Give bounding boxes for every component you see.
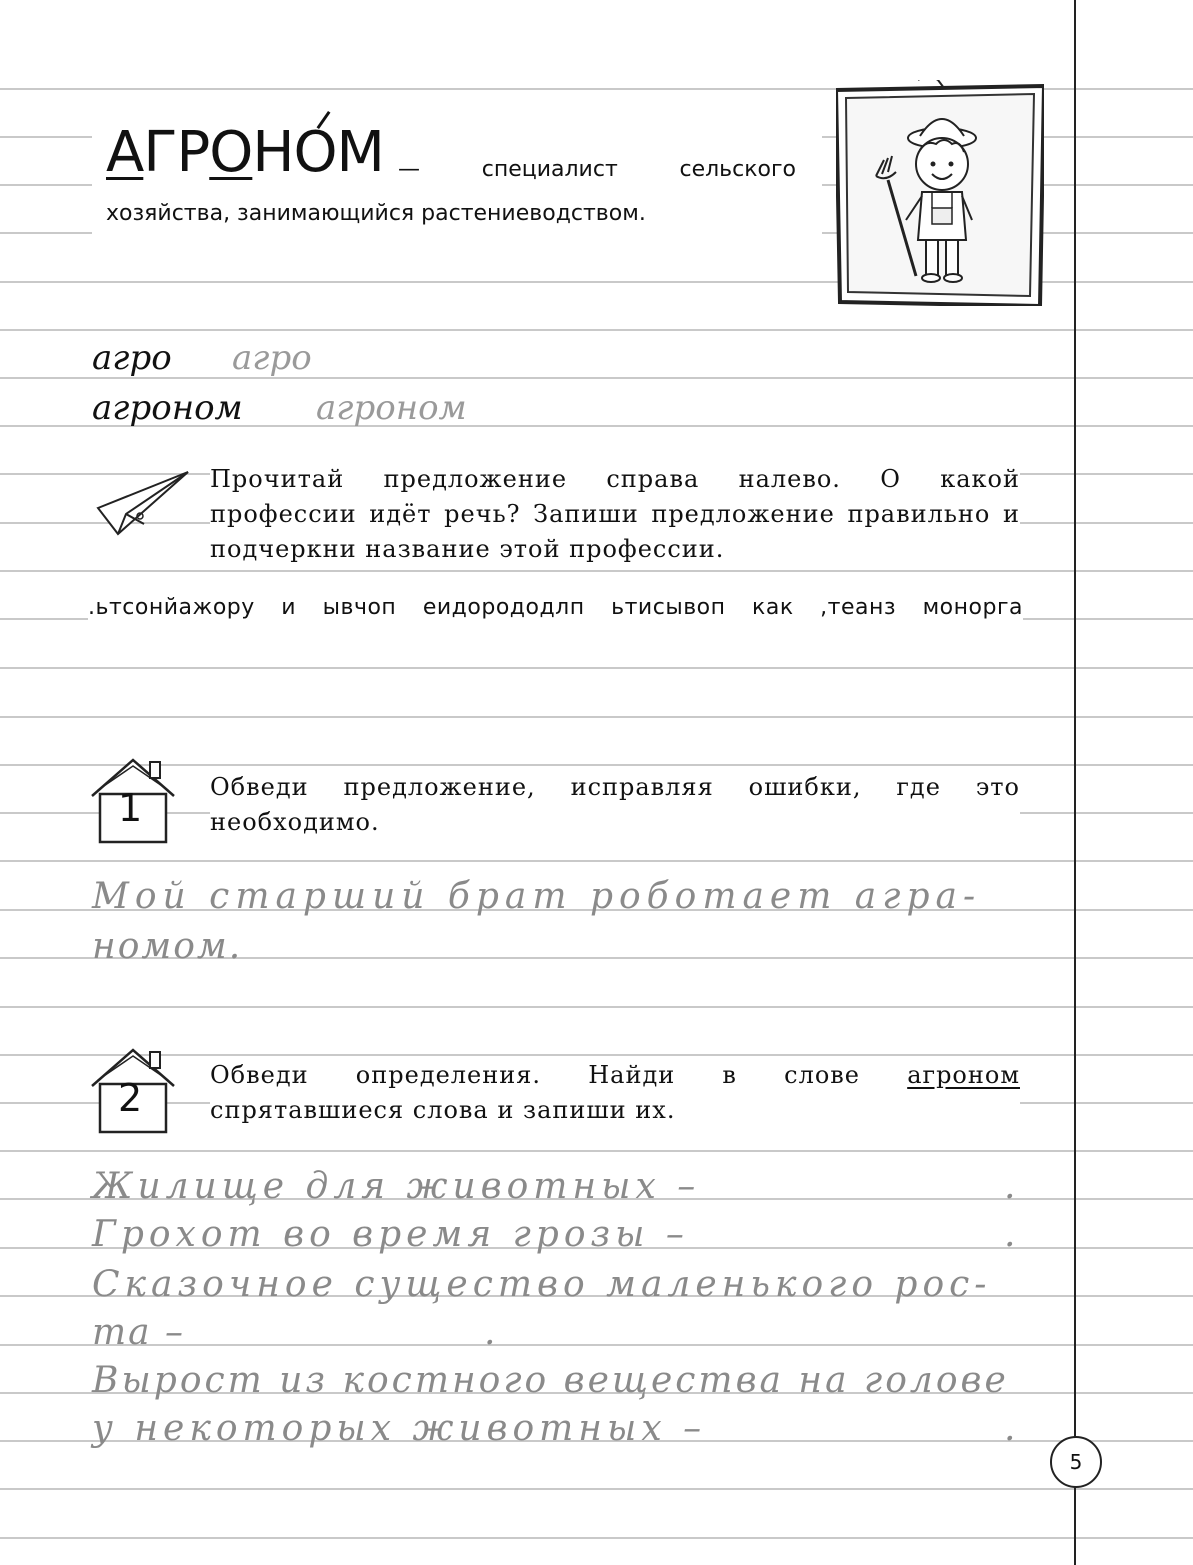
task-2-period-3: .: [484, 1312, 498, 1353]
practice-word-agronom: агроном: [92, 388, 243, 428]
task-2-instruction: [210, 1058, 1020, 1128]
task-2-keyword: агроном: [907, 1061, 1020, 1089]
title-letter: Г: [143, 120, 177, 185]
margin-line: [1074, 0, 1076, 1565]
task-2-instruction-part-2: спрятавшиеся слова и запиши их.: [210, 1096, 676, 1124]
task-1-number: 1: [118, 786, 143, 830]
task-2-trace-line-1: Жилище для животных –: [92, 1166, 701, 1207]
title-letter: А: [106, 120, 144, 185]
task-2-period-2: .: [1004, 1214, 1018, 1255]
task-2-trace-line-6: у некоторых животных –: [92, 1408, 707, 1449]
task-1-instruction: Обведи предложение, исправляя ошибки, где это необходимо.: [210, 770, 1020, 840]
task-2-instruction-part-1: Обведи определения. Найди в слове: [210, 1061, 908, 1089]
definition-block: [92, 110, 822, 240]
title-letter: О: [293, 120, 337, 185]
reversed-sentence: .ьтсонйажору и ывчоп еидорододлп ьтисывоп как ,теанз монорга: [88, 595, 1023, 620]
paper-plane-icon: [96, 468, 192, 538]
title-letter: Р: [176, 120, 210, 185]
title-letter: О: [209, 120, 253, 185]
task-2-number: 2: [118, 1076, 143, 1120]
task-2-trace-line-2: Грохот во время грозы –: [92, 1214, 689, 1255]
trace-word-agronom: агроном: [316, 388, 467, 428]
task-2-period-4: .: [1004, 1408, 1018, 1449]
reading-task-instruction: Прочитай предложение справа налево. О какой профессии идёт речь? Запиши предложение правильно и подчеркни название этой профессии.: [210, 462, 1020, 567]
title-letter: Н: [252, 120, 294, 185]
page-number: 5: [1050, 1436, 1102, 1488]
definition-text: — специалист сельского хозяйства, занимающийся растениеводством.: [106, 157, 796, 226]
practice-word-agro: агро: [92, 338, 172, 378]
task-2-period-1: .: [1004, 1166, 1018, 1207]
task-1-trace-line-1: Мой старший брат роботает агра-: [92, 876, 982, 917]
task-2-trace-line-4: та –: [92, 1312, 186, 1353]
trace-word-agro: агро: [232, 338, 312, 378]
task-2-trace-line-3: Сказочное существо маленького рос-: [92, 1264, 992, 1305]
title-letter: М: [336, 120, 384, 185]
task-1-trace-line-2: номом.: [92, 926, 243, 967]
agronomist-picture: [836, 80, 1044, 306]
task-2-trace-line-5: Вырост из костного вещества на голове: [92, 1360, 1009, 1401]
